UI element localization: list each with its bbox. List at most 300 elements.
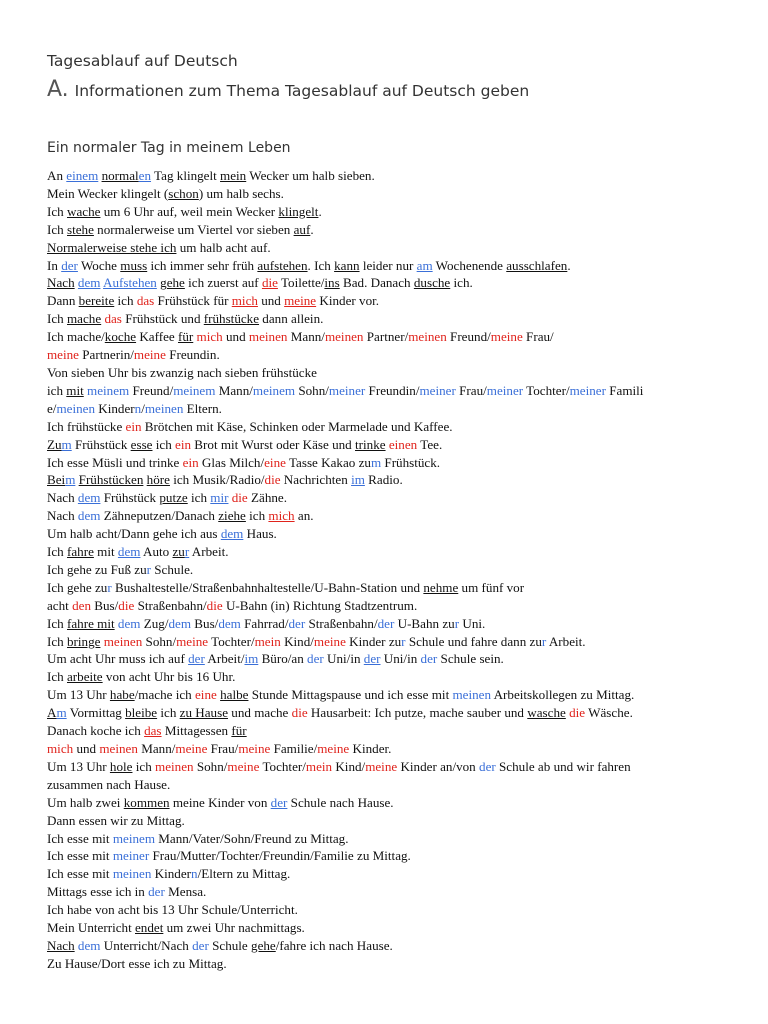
text-segment: ausschlafen: [506, 257, 568, 273]
text-segment: meinem: [87, 382, 130, 398]
text-segment: Tasse Kakao zu: [285, 454, 371, 470]
text-line: [47, 668, 737, 686]
text-segment: der: [288, 615, 306, 631]
text-segment: am: [416, 257, 433, 273]
text-segment: bringe: [67, 633, 101, 649]
text-segment: Frühstück und: [121, 311, 204, 327]
text-segment: Um acht Uhr muss ich auf: [47, 651, 189, 667]
text-segment: mich: [47, 741, 74, 756]
text-line: [47, 812, 737, 830]
text-segment: .: [310, 221, 314, 237]
text-segment: dem: [77, 490, 101, 506]
text-segment: Wecker um halb sieben.: [246, 168, 375, 183]
text-line: [47, 865, 737, 883]
text-segment: meine: [176, 633, 209, 649]
text-segment: Schule.: [151, 561, 194, 577]
text-segment: Frau/: [455, 382, 487, 398]
text-segment: Kinder: [151, 866, 192, 882]
text-line: [47, 292, 737, 310]
text-segment: Nach: [47, 275, 75, 291]
text-segment: In: [47, 257, 62, 273]
text-segment: mit: [66, 382, 84, 398]
text-segment: meinen: [324, 329, 364, 345]
text-segment: meine: [227, 758, 260, 774]
text-segment: Ich: [47, 615, 67, 631]
text-segment: Kind/: [280, 633, 314, 649]
text-segment: der: [192, 937, 209, 953]
text-segment: meine: [313, 633, 346, 649]
text-segment: putze: [159, 490, 188, 506]
text-segment: im: [351, 472, 365, 488]
text-segment: Vormittag: [66, 705, 126, 721]
text-segment: Partner/: [363, 329, 409, 345]
text-segment: mein: [220, 168, 247, 183]
text-segment: meine: [490, 329, 523, 345]
text-segment: und: [222, 329, 249, 345]
text-line: [47, 740, 737, 758]
text-segment: dem: [218, 615, 241, 631]
text-line: [47, 310, 737, 328]
text-segment: Stunde Mittagspause und ich esse mit: [248, 687, 453, 703]
text-segment: dusche: [413, 275, 451, 291]
text-segment: fahre mit: [67, 615, 115, 631]
text-segment: A: [47, 705, 57, 721]
text-segment: Bus/: [191, 615, 219, 631]
text-line: [47, 167, 737, 185]
text-line: [47, 901, 737, 919]
text-segment: Normalerweise stehe ich: [47, 239, 177, 255]
text-segment: kann: [334, 257, 360, 273]
text-segment: mich: [231, 293, 258, 309]
text-segment: Brötchen mit Käse, Schinken oder Marmelade und Kaffee.: [141, 418, 453, 434]
text-segment: Frau/: [522, 329, 554, 345]
text-segment: Mann/: [287, 329, 325, 345]
text-segment: Sohn/: [295, 382, 329, 398]
text-segment: Frühstück.: [381, 454, 441, 470]
text-segment: meine: [133, 347, 166, 363]
text-line: [47, 937, 737, 955]
text-segment: kommen: [123, 794, 170, 810]
text-segment: Um 13 Uhr: [47, 687, 110, 703]
text-segment: Wäsche.: [585, 705, 633, 721]
text-segment: Ich: [47, 669, 67, 685]
text-line: [47, 274, 737, 292]
text-segment: Mittagessen: [161, 723, 232, 739]
text-segment: meiner: [112, 848, 150, 864]
text-segment: um halb acht auf.: [176, 239, 271, 255]
text-segment: fahre: [67, 544, 94, 560]
text-line: [47, 561, 737, 579]
text-line: [47, 579, 737, 597]
text-segment: im: [244, 651, 259, 667]
text-line: [47, 722, 737, 740]
text-segment: ich: [132, 758, 156, 774]
text-segment: Nach: [47, 937, 75, 953]
text-segment: bereite: [78, 293, 115, 309]
text-segment: /: [141, 400, 145, 416]
text-segment: ziehe: [218, 508, 246, 524]
text-segment: der: [188, 651, 205, 667]
text-segment: meiner: [486, 382, 524, 398]
text-segment: ich: [245, 508, 269, 524]
text-segment: Tee.: [417, 436, 443, 452]
text-line: [47, 239, 737, 257]
text-segment: meinen: [144, 400, 184, 416]
text-segment: Brot mit Wurst oder Käse und: [191, 436, 356, 452]
text-line: [47, 364, 737, 382]
text-segment: Arbeit/: [204, 651, 245, 667]
text-segment: Schule: [208, 937, 252, 953]
text-segment: Büro/an: [258, 651, 308, 667]
text-segment: Danach koche ich: [47, 723, 145, 739]
text-line: [47, 776, 737, 794]
document-title: Tagesablauf auf Deutsch: [47, 52, 238, 70]
text-line: [47, 615, 737, 633]
text-segment: m: [56, 705, 67, 721]
text-segment: wasche: [527, 705, 566, 721]
text-segment: an.: [294, 508, 314, 524]
text-segment: /Eltern zu Mittag.: [197, 866, 291, 882]
text-segment: meine: [47, 347, 79, 363]
text-segment: einen: [388, 436, 418, 452]
text-segment: /fahre ich nach Hause.: [275, 937, 393, 953]
text-segment: Freund/: [129, 382, 174, 398]
text-segment: Wochenende: [432, 257, 507, 273]
text-segment: für: [177, 329, 194, 345]
text-segment: meinem: [112, 830, 156, 846]
text-segment: ein: [182, 454, 199, 470]
text-segment: Ich frühstücke: [47, 418, 126, 434]
text-segment: Schule und fahre dann zu: [405, 633, 542, 649]
text-segment: koche: [104, 329, 137, 345]
text-segment: Radio.: [364, 472, 403, 488]
text-line: [47, 257, 737, 275]
text-line: [47, 507, 737, 525]
text-segment: Kinder: [95, 400, 135, 416]
text-segment: die: [118, 597, 135, 613]
text-segment: meiner: [328, 382, 366, 398]
text-segment: Um halb zwei: [47, 794, 124, 810]
text-segment: die: [291, 705, 308, 721]
text-segment: Bei: [47, 472, 66, 488]
text-segment: nehme: [423, 579, 459, 595]
text-segment: Nach: [47, 490, 78, 506]
text-segment: ich: [47, 382, 67, 398]
text-segment: Um 13 Uhr: [47, 758, 110, 774]
text-segment: der: [270, 794, 288, 810]
text-segment: habe: [109, 687, 135, 703]
text-segment: der: [479, 758, 496, 774]
text-segment: endet: [135, 920, 164, 936]
text-segment: und: [257, 293, 285, 309]
text-segment: Auto: [140, 544, 173, 560]
text-segment: Kinder.: [349, 741, 392, 756]
text-line: [47, 686, 737, 704]
text-segment: Tochter/: [259, 758, 306, 774]
text-segment: Ich: [47, 203, 67, 219]
text-line: [47, 758, 737, 776]
text-line: [47, 436, 737, 454]
text-line: [47, 633, 737, 651]
text-segment: meinen: [408, 329, 447, 345]
text-segment: um zwei Uhr nachmittags.: [163, 920, 305, 936]
text-segment: Woche: [77, 257, 121, 273]
text-segment: Ich: [47, 544, 67, 560]
text-segment: mich: [196, 329, 223, 345]
text-segment: meinen: [155, 758, 194, 774]
text-segment: Kinder zu: [345, 633, 402, 649]
text-segment: Freundin/: [365, 382, 420, 398]
text-segment: Kind/: [332, 758, 366, 774]
text-segment: Freund/: [446, 329, 491, 345]
text-segment: dem: [77, 508, 101, 524]
text-line: [47, 919, 737, 937]
text-line: [47, 346, 737, 364]
text-segment: .: [567, 257, 571, 273]
text-segment: meinen: [112, 866, 152, 882]
text-segment: r: [146, 561, 151, 577]
text-segment: Glas Milch/: [198, 454, 265, 470]
text-line: [47, 382, 737, 400]
text-segment: Bushaltestelle/Straßenbahnhaltestelle/U-Bahn-Station und: [111, 579, 424, 595]
text-segment: meinen: [103, 633, 143, 649]
text-segment: Toilette/: [277, 275, 325, 291]
text-segment: ich: [114, 293, 137, 309]
text-segment: meiner: [569, 382, 606, 398]
text-segment: Zähne.: [247, 490, 288, 506]
text-segment: mit: [93, 544, 118, 560]
text-segment: meinem: [252, 382, 296, 398]
text-segment: meinen: [56, 400, 95, 416]
text-segment: Tag klingelt: [151, 168, 221, 183]
text-segment: zusammen nach Hause.: [47, 776, 171, 792]
text-segment: mein: [305, 758, 333, 774]
text-segment: meine: [175, 741, 208, 756]
text-segment: Partnerin/: [79, 347, 134, 363]
text-segment: meinen: [248, 329, 288, 345]
text-segment: eine: [195, 687, 217, 703]
text-segment: Famili: [605, 382, 644, 398]
text-segment: ich zuerst auf: [184, 275, 262, 291]
text-segment: Sohn/: [142, 633, 177, 649]
text-segment: meinen: [99, 741, 138, 756]
text-line: [47, 525, 737, 543]
text-segment: Sohn/: [193, 758, 228, 774]
text-segment: Ich esse Müsli und trinke: [47, 454, 183, 470]
text-line: [47, 597, 737, 615]
text-segment: der: [377, 615, 395, 631]
text-line: [47, 704, 737, 722]
text-line: [47, 471, 737, 489]
text-segment: Mensa.: [164, 884, 207, 900]
text-segment: ich: [187, 490, 211, 506]
text-segment: m: [61, 436, 72, 452]
text-segment: esse: [130, 436, 153, 452]
text-segment: mich: [268, 508, 295, 524]
text-segment: der: [148, 884, 165, 900]
text-segment: wache: [67, 203, 101, 219]
text-segment: stehe: [67, 221, 94, 237]
text-segment: das: [144, 723, 162, 739]
text-segment: Ich gehe zu: [47, 579, 108, 595]
text-segment: dem: [77, 275, 101, 291]
text-segment: mein: [254, 633, 281, 649]
text-segment: schon: [168, 185, 199, 201]
text-segment: Fahrrad/: [240, 615, 289, 631]
text-line: [47, 794, 737, 812]
text-segment: An: [47, 168, 67, 183]
text-segment: Schule nach Hause.: [287, 794, 394, 810]
text-segment: en: [138, 168, 152, 183]
text-segment: dem: [117, 544, 141, 560]
text-segment: bleibe: [125, 705, 158, 721]
text-segment: muss: [120, 257, 148, 273]
text-segment: meinem: [173, 382, 216, 398]
text-segment: Arbeit.: [189, 544, 229, 560]
text-line: [47, 847, 737, 865]
text-segment: ich: [152, 436, 176, 452]
text-segment: Um halb acht/Dann gehe ich aus: [47, 526, 221, 542]
text-segment: Dann essen wir zu Mittag.: [47, 812, 185, 828]
section-letter: A.: [47, 77, 69, 102]
text-segment: Tochter/: [208, 633, 255, 649]
text-segment: ich Musik/Radio/: [169, 472, 265, 488]
text-segment: Unterricht/Nach: [100, 937, 193, 953]
body-text: [47, 167, 737, 973]
text-segment: dem: [168, 615, 192, 631]
text-segment: Zu: [47, 436, 62, 452]
text-segment: meine: [365, 758, 398, 774]
text-segment: Ich esse mit: [47, 866, 113, 882]
text-segment: klingelt: [278, 203, 319, 219]
text-segment: ich: [157, 705, 180, 721]
text-line: [47, 203, 737, 221]
text-line: [47, 650, 737, 668]
text-segment: gehe: [160, 275, 185, 291]
text-segment: Mann/: [215, 382, 253, 398]
text-segment: r: [107, 579, 112, 595]
text-line: [47, 489, 737, 507]
text-segment: meine Kinder von: [169, 794, 271, 810]
text-segment: U-Bahn (in) Richtung Stadtzentrum.: [222, 597, 418, 613]
text-segment: die: [569, 705, 586, 721]
text-line: [47, 543, 737, 561]
text-segment: ) um halb sechs.: [198, 185, 284, 201]
text-segment: die: [264, 472, 281, 488]
text-segment: aufstehen: [257, 257, 308, 273]
text-segment: der: [307, 651, 324, 667]
text-segment: Kinder vor.: [316, 293, 380, 309]
text-segment: r: [401, 633, 406, 649]
text-segment: Ich habe von acht bis 13 Uhr Schule/Unterricht.: [47, 902, 298, 918]
text-segment: Ich esse mit: [47, 848, 113, 864]
text-line: [47, 883, 737, 901]
text-segment: und: [73, 741, 100, 756]
text-segment: von acht Uhr bis 16 Uhr.: [102, 669, 236, 685]
text-segment: gehe: [251, 937, 276, 953]
text-segment: Frühstück: [71, 436, 131, 452]
text-segment: acht: [47, 597, 73, 613]
text-segment: zu Hause: [179, 705, 229, 721]
text-segment: zu: [172, 544, 185, 560]
text-segment: e/: [47, 400, 57, 416]
text-segment: ins: [324, 275, 340, 291]
text-segment: dem: [77, 937, 101, 953]
text-segment: Schule sein.: [437, 651, 504, 667]
text-segment: Zug/: [140, 615, 169, 631]
text-segment: meiner: [419, 382, 456, 398]
text-line: [47, 185, 737, 203]
text-line: [47, 830, 737, 848]
text-segment: dem: [220, 526, 244, 542]
text-segment: Mittags esse ich in: [47, 884, 149, 900]
text-segment: ein: [125, 418, 142, 434]
text-segment: r: [541, 633, 547, 649]
text-segment: Uni/in: [323, 651, 364, 667]
text-segment: das: [104, 311, 122, 327]
text-segment: Mein Wecker klingelt (: [47, 185, 169, 201]
text-segment: Dann: [47, 293, 79, 309]
text-segment: Arbeitskollegen zu Mittag.: [491, 687, 635, 703]
text-segment: .: [318, 203, 322, 219]
text-line: [47, 328, 737, 346]
text-segment: Bad. Danach: [339, 275, 414, 291]
text-line: [47, 418, 737, 436]
text-line: [47, 955, 737, 973]
text-segment: die: [231, 490, 248, 506]
text-segment: Frau/Mutter/Tochter/Freundin/Familie zu Mittag.: [149, 848, 411, 864]
text-segment: ein: [175, 436, 192, 452]
text-segment: mache: [67, 311, 102, 327]
text-segment: Mann/: [137, 741, 176, 756]
text-segment: Zähneputzen/Danach: [100, 508, 219, 524]
text-segment: Mann/Vater/Sohn/Freund zu Mittag.: [155, 830, 349, 846]
text-segment: arbeite: [67, 669, 103, 685]
text-segment: Haus.: [243, 526, 277, 542]
text-segment: meine: [284, 293, 317, 309]
text-segment: Frühstück: [100, 490, 160, 506]
text-segment: Ich esse mit: [47, 830, 113, 846]
subheading: Ein normaler Tag in meinem Leben: [47, 140, 291, 156]
text-segment: höre: [146, 472, 170, 488]
text-segment: Straßenbahn/: [305, 615, 378, 631]
text-segment: hole: [109, 758, 133, 774]
text-segment: Uni/in: [380, 651, 421, 667]
text-segment: normal: [101, 168, 139, 183]
text-segment: und mache: [228, 705, 292, 721]
text-segment: um fünf vor: [458, 579, 525, 595]
section-heading-text: Informationen zum Thema Tagesablauf auf Deutsch geben: [74, 82, 530, 100]
text-segment: dann allein.: [259, 311, 324, 327]
text-segment: Eltern.: [183, 400, 222, 416]
text-segment: Straßenbahn/: [134, 597, 207, 613]
text-segment: ich immer sehr früh: [147, 257, 258, 273]
text-segment: mir: [210, 490, 229, 506]
text-segment: r: [454, 615, 460, 631]
text-segment: ich.: [450, 275, 473, 291]
text-segment: der: [363, 651, 381, 667]
text-segment: frühstücke: [203, 311, 260, 327]
section-heading: [47, 77, 529, 102]
text-line: [47, 400, 737, 418]
text-segment: Freundin.: [165, 347, 220, 363]
text-segment: r: [184, 544, 190, 560]
text-line: [47, 221, 737, 239]
text-segment: die: [261, 275, 278, 291]
text-segment: Frühstücken: [78, 472, 144, 488]
text-segment: Nach: [47, 508, 78, 524]
text-segment: Ich mache/: [47, 329, 105, 345]
